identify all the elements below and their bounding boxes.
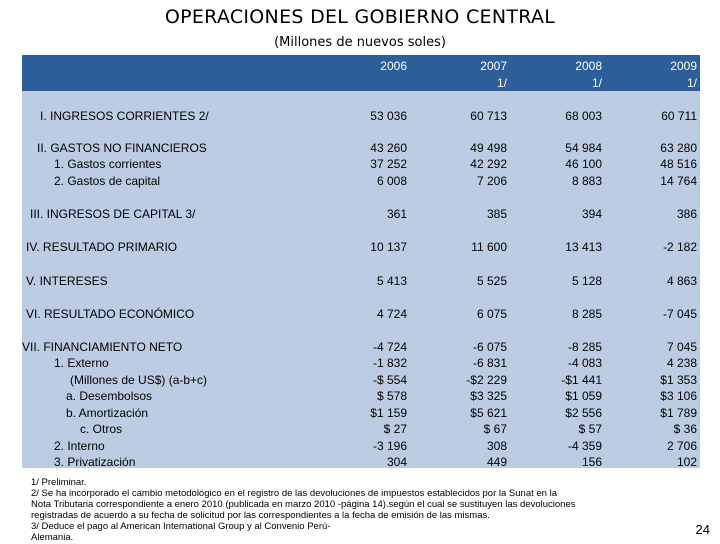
cell: $ 57 bbox=[578, 422, 602, 436]
cell: 7 045 bbox=[666, 340, 697, 354]
cell: 2 706 bbox=[666, 439, 697, 453]
cell: $ 36 bbox=[673, 422, 697, 436]
footnote-3-cont: Alemania. bbox=[31, 532, 74, 543]
cell: -6 075 bbox=[472, 340, 507, 354]
cell: 10 137 bbox=[370, 240, 407, 254]
cell: 11 600 bbox=[471, 240, 507, 254]
cell: 63 280 bbox=[660, 141, 697, 155]
cell: 7 206 bbox=[476, 174, 507, 188]
cell: -$1 441 bbox=[561, 373, 602, 387]
cell: -$ 554 bbox=[372, 373, 407, 387]
cell: -2 182 bbox=[662, 240, 697, 254]
cell: 8 883 bbox=[571, 174, 602, 188]
cell: -3 196 bbox=[372, 439, 407, 453]
cell: $ 578 bbox=[376, 389, 407, 403]
col-header-2007: 2007 bbox=[480, 59, 507, 73]
cell: $1 789 bbox=[660, 406, 697, 420]
row-label-gastos-no-financieros: II. GASTOS NO FINANCIEROS bbox=[37, 141, 207, 155]
cell: $1 353 bbox=[660, 373, 697, 387]
cell: 13 413 bbox=[565, 240, 602, 254]
cell: -1 832 bbox=[372, 356, 407, 370]
cell: $1 059 bbox=[565, 389, 602, 403]
row-label-resultado-primario: IV. RESULTADO PRIMARIO bbox=[26, 240, 178, 254]
row-label-intereses: V. INTERESES bbox=[26, 274, 108, 288]
footnote-2: 2/ Se ha incorporado el cambio metodológico en el registro de las devoluciones de impuestos establecidos por la Sunat en la bbox=[31, 488, 557, 499]
row-label-interno: 2. Interno bbox=[54, 439, 105, 453]
cell: $2 556 bbox=[565, 406, 602, 420]
row-label-millones-usd: (Millones de US$) (a-b+c) bbox=[70, 373, 208, 387]
col-header-2008: 2008 bbox=[575, 59, 602, 73]
page-number: 24 bbox=[695, 522, 710, 537]
row-label-otros: c. Otros bbox=[80, 422, 123, 436]
cell: 46 100 bbox=[565, 157, 602, 171]
cell: 48 516 bbox=[660, 157, 697, 171]
cell: 156 bbox=[581, 455, 602, 469]
cell: 68 003 bbox=[565, 109, 602, 123]
cell: 6 008 bbox=[376, 174, 407, 188]
col-header-2006: 2006 bbox=[380, 59, 407, 73]
cell: 4 724 bbox=[376, 307, 407, 321]
cell: 43 260 bbox=[370, 141, 407, 155]
col-header-2009: 2009 bbox=[670, 59, 697, 73]
cell: 5 128 bbox=[571, 274, 602, 288]
cell: 449 bbox=[486, 455, 507, 469]
row-label-privatizacion: 3. Privatización bbox=[54, 455, 136, 469]
cell: 385 bbox=[486, 207, 507, 221]
cell: $3 325 bbox=[470, 389, 507, 403]
cell: -8 285 bbox=[567, 340, 602, 354]
cell: 49 498 bbox=[470, 141, 507, 155]
footnote-3: 3/ Deduce el pago al American International Group y al Convenio Perú- bbox=[31, 521, 331, 532]
cell: -6 831 bbox=[472, 356, 507, 370]
cell: 14 764 bbox=[660, 174, 697, 188]
col-header-2009-note: 1/ bbox=[686, 76, 697, 90]
row-label-ingresos-corrientes: I. INGRESOS CORRIENTES 2/ bbox=[40, 109, 209, 123]
row-label-ingresos-capital: III. INGRESOS DE CAPITAL 3/ bbox=[30, 207, 196, 221]
cell: -7 045 bbox=[662, 307, 697, 321]
cell: -$2 229 bbox=[466, 373, 507, 387]
cell: 308 bbox=[486, 439, 507, 453]
col-header-2007-note: 1/ bbox=[496, 76, 507, 90]
row-label-gastos-capital: 2. Gastos de capital bbox=[54, 174, 161, 188]
cell: -4 359 bbox=[567, 439, 602, 453]
page-subtitle: (Millones de nuevos soles) bbox=[274, 35, 446, 50]
cell: 361 bbox=[386, 207, 407, 221]
cell: 304 bbox=[386, 455, 407, 469]
cell: 5 525 bbox=[476, 274, 507, 288]
row-label-financiamiento-neto: VII. FINANCIAMIENTO NETO bbox=[22, 340, 183, 354]
footnote-2-cont: Nota Tributaria correspondiente a enero 2010 (publicada en marzo 2010 -página 14).según el cual se sustituyen las devoluciones bbox=[31, 499, 576, 510]
cell: 37 252 bbox=[370, 157, 407, 171]
cell: $3 106 bbox=[660, 389, 697, 403]
row-label-externo: 1. Externo bbox=[54, 356, 109, 370]
row-label-gastos-corrientes: 1. Gastos corrientes bbox=[54, 157, 162, 171]
cell: $5 621 bbox=[470, 406, 507, 420]
col-header-2008-note: 1/ bbox=[591, 76, 602, 90]
page-title: OPERACIONES DEL GOBIERNO CENTRAL bbox=[164, 6, 556, 28]
footnote-2-cont2: registradas de acuerdo a su fecha de solicitud por las correspondientes a la fecha de emisión de las mismas. bbox=[31, 510, 490, 521]
row-label-resultado-economico: VI. RESULTADO ECONÓMICO bbox=[26, 307, 195, 321]
cell: 60 711 bbox=[661, 109, 697, 123]
cell: $ 67 bbox=[483, 422, 507, 436]
cell: 60 713 bbox=[470, 109, 507, 123]
row-label-desembolsos: a. Desembolsos bbox=[66, 389, 153, 403]
cell: 386 bbox=[676, 207, 697, 221]
cell: 8 285 bbox=[571, 307, 602, 321]
row-label-amortizacion: b. Amortización bbox=[66, 406, 149, 420]
cell: -4 083 bbox=[567, 356, 602, 370]
cell: 5 413 bbox=[376, 274, 407, 288]
cell: 6 075 bbox=[476, 307, 507, 321]
cell: $1 159 bbox=[370, 406, 407, 420]
cell: 54 984 bbox=[565, 141, 602, 155]
cell: 42 292 bbox=[470, 157, 507, 171]
cell: 394 bbox=[581, 207, 602, 221]
cell: 4 863 bbox=[666, 274, 697, 288]
cell: $ 27 bbox=[383, 422, 407, 436]
footnote-1: 1/ Preliminar. bbox=[31, 477, 87, 488]
cell: 4 238 bbox=[666, 356, 697, 370]
cell: 102 bbox=[676, 455, 697, 469]
cell: -4 724 bbox=[372, 340, 407, 354]
cell: 53 036 bbox=[370, 109, 407, 123]
